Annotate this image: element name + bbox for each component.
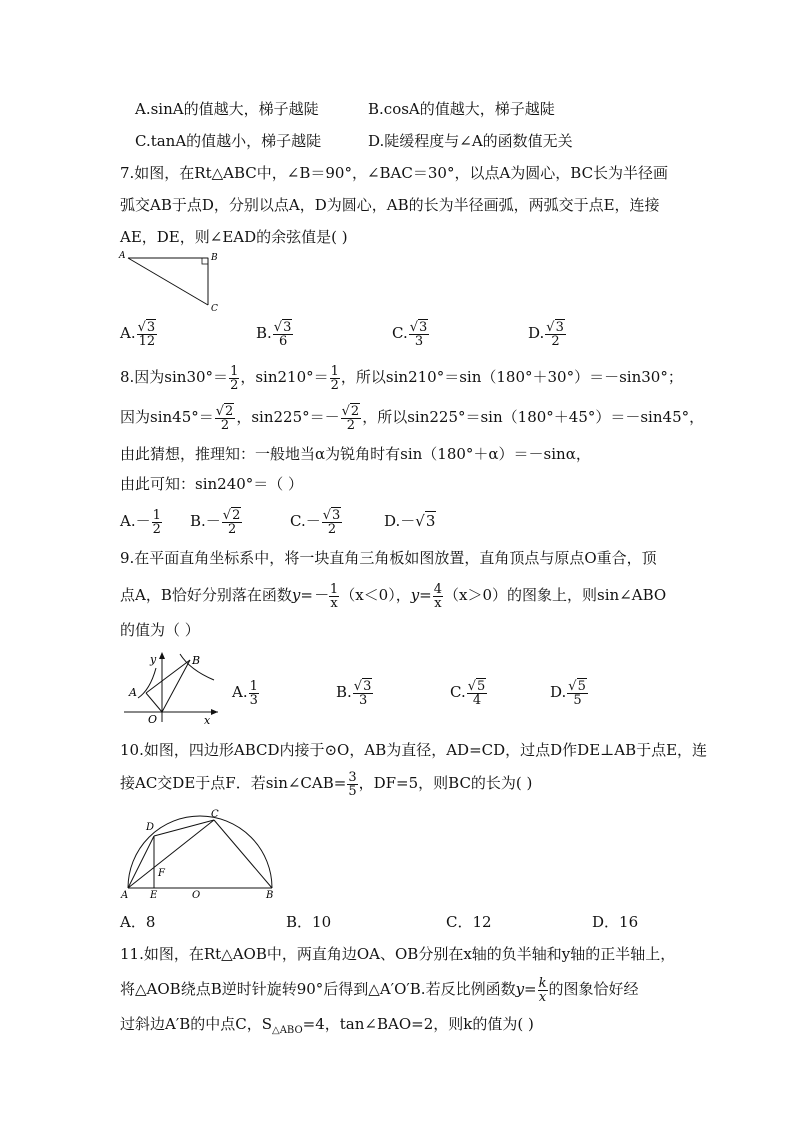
q8-options xyxy=(120,504,436,538)
q10-fig-label-e: E xyxy=(150,890,158,901)
q8-option-a: A.－ $\frac{1}{2}$ xyxy=(120,507,161,537)
q10-figure xyxy=(116,808,282,902)
q9-option-a: A. $\frac{1}{3}$ xyxy=(232,678,258,708)
q8-option-b: B.－ $\frac{√2}{2}$ xyxy=(190,507,241,537)
q7-fig-label-c: C xyxy=(211,304,218,314)
q9-option-b: B. $\frac{√3}{3}$ xyxy=(336,678,372,708)
q10-line2: 接AC交DE于点F．若sin∠CAB= $\frac{3}{5}$ ，DF=5，则BC的长为( ) xyxy=(120,769,533,799)
q6-option-d: D.陡缓程度与∠A的函数值无关 xyxy=(368,132,573,150)
q10-fig-label-f: F xyxy=(158,868,165,879)
q9-line2: 点A，B恰好分别落在函数y=－ $\frac{1}{x}$ （x＜0），y= $\frac{4}{x}$ （x＞0）的图象上，则sin∠ABO xyxy=(120,581,667,611)
q6-option-b: B.cosA的值越大，梯子越陡 xyxy=(368,100,555,118)
q10-option-b: B．10 xyxy=(286,913,332,931)
q10-option-a: A．8 xyxy=(120,913,156,931)
q7-option-b: B. $\frac{√3}{6}$ xyxy=(256,319,292,349)
q6-option-a: A.sinA的值越大，梯子越陡 xyxy=(135,100,319,118)
q7-line3: AE，DE，则∠EAD的余弦值是( ) xyxy=(120,228,348,246)
q10-line1: 10.如图，四边形ABCD内接于⊙O，AB为直径，AD=CD，过点D作DE⊥AB于点E，连 xyxy=(120,741,708,759)
q7-figure xyxy=(116,248,226,316)
q9-figure xyxy=(118,648,230,726)
q9-fig-label-o: O xyxy=(148,713,158,726)
q9-fig-label-a: A xyxy=(129,686,137,699)
q9-fig-label-y: y xyxy=(150,653,157,666)
q7-fig-label-a: A xyxy=(119,251,126,261)
q11-line2: 将△AOB绕点B逆时针旋转90°后得到△A′O′B.若反比例函数y= $\frac{k}{x}$ 的图象恰好经 xyxy=(120,975,639,1005)
q7-option-d: D. $\frac{√3}{2}$ xyxy=(528,319,564,349)
q7-option-c: C. $\frac{√3}{3}$ xyxy=(392,319,428,349)
q7-line1: 7.如图，在Rt△ABC中，∠B＝90°，∠BAC＝30°，以点A为圆心，BC长为半径画 xyxy=(120,164,669,182)
q8-option-c: C.－ $\frac{√3}{2}$ xyxy=(290,507,341,537)
q9-line1: 9.在平面直角坐标系中，将一块直角三角板如图放置，直角顶点与原点O重合，顶 xyxy=(120,549,657,567)
q9-option-d: D. $\frac{√5}{5}$ xyxy=(550,678,586,708)
q7-line2: 弧交AB于点D，分别以点A，D为圆心，AB的长为半径画弧，两弧交于点E，连接 xyxy=(120,196,660,214)
q9-fig-label-b: B xyxy=(192,654,201,667)
q10-fig-label-o: O xyxy=(192,890,201,901)
q7-fig-label-b: B xyxy=(211,253,218,263)
q8-line2: 因为sin45°＝ $\frac{√2}{2}$ ，sin225°＝－ $\frac{√2}{2}$ ，所以sin225°＝sin（180°＋45°）＝－sin45°， xyxy=(120,403,705,433)
q6-option-c: C.tanA的值越小，梯子越陡 xyxy=(135,132,322,150)
q9-fig-label-x: x xyxy=(204,714,211,726)
q8-line3: 由此猜想，推理知：一般地当α为锐角时有sin（180°＋α）＝－sinα， xyxy=(120,445,591,463)
q11-line3: 过斜边A′B的中点C，$S_{\triangle ABO}=4$，tan∠BAO=2，则k的值为( ) xyxy=(120,1015,534,1036)
q10-option-c: C．12 xyxy=(446,913,492,931)
q10-fig-label-b: B xyxy=(266,890,274,901)
q10-fig-label-a: A xyxy=(121,890,129,901)
q9-line3: 的值为（ ） xyxy=(120,621,200,639)
q10-fig-label-c: C xyxy=(211,809,219,820)
q7-option-a: A. $\frac{√3}{12}$ xyxy=(120,319,156,349)
q7-options xyxy=(120,316,648,350)
q9-option-c: C. $\frac{√5}{4}$ xyxy=(450,678,486,708)
q10-fig-label-d: D xyxy=(146,822,155,833)
q8-line1: 8.因为sin30°＝ $\frac{1}{2}$ ，sin210°＝ $\frac{1}{2}$ ，所以sin210°＝sin（180°＋30°）＝－sin30°； xyxy=(120,363,683,393)
q8-line4: 由此可知：sin240°＝（ ） xyxy=(120,475,304,493)
q11-line1: 11.如图，在Rt△AOB中，两直角边OA、OB分别在x轴的负半轴和y轴的正半轴上， xyxy=(120,945,676,963)
q9-options xyxy=(232,672,589,712)
q10-option-d: D．16 xyxy=(592,913,639,931)
q8-option-d: D.－√3 xyxy=(384,512,436,530)
